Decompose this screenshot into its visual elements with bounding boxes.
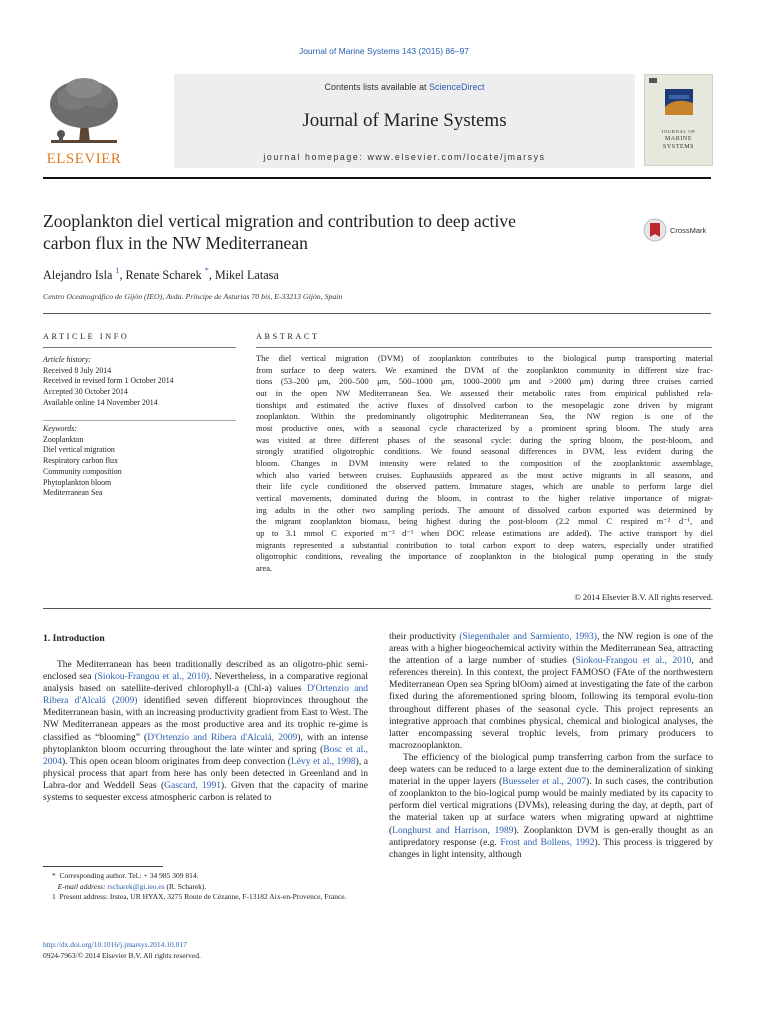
paragraph-text: ). Given that the capacity of marine systems to sequester excess atmospheric carbon is related to [43,780,368,804]
abstract-line: most productive ones, with a seasonal cycle characterized by a prominent spring bloom. The study area [256,422,713,433]
citation-link[interactable]: Longhurst and Harrison, 1989 [392,825,514,836]
journal-reference[interactable]: Journal of Marine Systems 143 (2015) 86–97 [298,46,470,56]
citation-link[interactable]: Gascard, 1991 [164,780,222,791]
journal-homepage[interactable]: journal homepage: www.elsevier.com/locate/jmarsys [263,152,546,162]
citation-link[interactable]: (Siegenthaler and Sarmiento, 1993) [459,632,597,642]
abstract-line: The diel vertical migration (DVM) of zooplankton contributes to the biological pump transporting material [256,353,713,363]
contents-prefix: Contents lists available at [324,82,430,92]
abstract-line: up to 3.1 mmol C exported m⁻² d⁻¹ when DOC release estimations are added). The active transport by diel [256,527,713,538]
citation-link[interactable]: Bosc et al., 2004 [43,744,368,767]
paragraph-text: . Nevertheless, in a comparative regional analysis based on satellite-derived chlorophyll-a (Chl-a) values [43,672,368,695]
email-footnote [43,882,368,893]
abstract-line: migrants represented a substantial contribution to total carbon export to deep waters, especially under stratified [256,539,713,550]
abstract-line: the migrant zooplankton biomass, being highest during the post-bloom (2.2 mmol C respired m⁻² d⁻¹, and [256,516,713,527]
affiliation-divider [43,313,711,314]
citation-link[interactable]: Frost and Bollens, 1992 [500,837,595,848]
citation-link[interactable]: (Siokou-Frangou et al., 2010) [94,672,210,683]
abstract-copyright: © 2014 Elsevier B.V. All rights reserved. [574,592,713,602]
paragraph-text: ). Zooplankton DVM is gen-erally thought as an antipredatory response (e.g. [389,825,713,848]
abstract-line: strongly stratified oligotrophic conditions. We found seasonal differences in DVM, less evident during the [256,446,713,457]
article-history [43,355,243,409]
paragraph-text: The efficiency of the biological pump transferring carbon from the surface to deep waters can be reduced to a large extent due to the demineralization of sinking material in the upper layers ( [389,752,713,788]
header-divider [43,177,711,179]
affiliation: Centro Oceanográfico de Gijón (IEO), Avda. Príncipe de Asturias 70 bis, E-33213 Gijón, Spain [43,292,343,301]
history-item: Accepted 30 October 2014 [43,387,128,397]
footnote-divider [43,866,163,867]
email-link[interactable]: rscharek@gi.ieo.es [107,881,165,891]
keyword: Zooplankton [43,434,84,444]
abstract-line: out in the open NW Mediterranean Sea. We assessed their metabolic rates from empirical published rela- [256,387,713,398]
history-label: Article history: [43,355,91,364]
email-suffix: (R. Scharek). [164,881,207,891]
paragraph [43,659,368,804]
keywords-label: Keywords: [43,424,77,433]
journal-title: Journal of Marine Systems [302,110,507,131]
history-item: Available online 14 November 2014 [43,397,158,407]
abstract-line: vertical movements, dominated during the bloom, in contrast to the higher relative importance of migrat- [256,492,713,503]
footnote-mark: * [52,871,56,880]
paragraph-text: their productivity [389,632,460,642]
abstract-line: oligotrophic conditions, revealing the importance of zooplankton in the biological pump operating in the study [256,551,713,562]
body-column-right [389,631,713,861]
author-name[interactable]: Mikel Latasa [214,268,279,282]
journal-cover [644,74,713,166]
abstract-line: from surface to deep waters. We examined the DVM of the zooplankton community in different size frac- [256,364,713,375]
paragraph-text: The Mediterranean has been traditionally described as an oligotro-phic semi-enclosed sea [43,660,368,683]
abstract-line: was visited at three different phases of the seasonal cycle: during the spring bloom, the post-bloom, and [256,434,713,445]
article-info-heading: ARTICLE INFO [43,332,130,341]
doi-link[interactable]: http://dx.doi.org/10.1016/j.jmarsys.2014.10.017 [43,940,187,949]
paragraph [389,752,713,861]
abstract-divider [256,347,712,348]
history-item: Received in revised form 1 October 2014 [43,376,174,386]
abstract-heading: ABSTRACT [256,332,320,341]
paragraph-text: , and references therein). In this context, the project FAMOSO (FAte of the northwestern Mediterranean Open sea Spring blOom) aimed at investigating the fate of the carbon fixed during the aforementioned spring bloom, following its temporal evolu-tion throughout different phases of the seasonal cycle. This project represents an integrative approach that combines physical, chemical and biological analyses, the latter encompassing several trophic levels, from primary producers to macrozooplankton. [389,656,714,751]
author-name[interactable]: Renate Scharek [125,268,202,282]
email-label: E-mail address: [57,881,108,891]
citation-link[interactable]: Buesseler et al., 2007 [502,777,587,788]
abstract-line: ing adults in the other two sampling periods. The amount of dissolved carbon exported was determined by [256,504,713,515]
keywords [43,424,243,499]
journal-header [43,72,711,172]
citation-link[interactable]: D'Ortenzio and Ribera d'Alcalá, 2009 [147,732,298,743]
keyword: Diel vertical migration [43,445,115,455]
tree-logo-icon [43,72,125,168]
cover-image-icon [645,75,712,165]
keywords-divider [43,420,236,421]
doi-block [43,940,201,961]
abstract-end-divider [43,608,711,609]
elsevier-logo [43,72,125,168]
corresponding-author-footnote [43,871,368,882]
elsevier-wordmark: ELSEVIER [46,151,122,167]
title-line-2: carbon flux in the NW Mediterranean [43,233,308,253]
author-footnote-mark[interactable]: 1 [115,266,120,275]
crossmark-label: CrossMark [670,226,707,235]
paper-title [43,210,603,254]
cover-text-3: SYSTEMS [662,144,695,150]
history-item: Received 8 July 2014 [43,365,112,375]
cover-text-1: JOURNAL OF [661,129,696,134]
paragraph-text: ), a physical process that apart from here has only been detected in Greenland and in Labra-dor and Weddell Seas ( [43,756,368,791]
citation-link[interactable]: Siokou-Frangou et al., 2010 [575,656,692,667]
body-column-left [43,659,368,804]
footnote-mark: 1 [52,892,56,901]
citation-link[interactable]: Lévy et al., 1998 [290,756,356,767]
keyword: Respiratory carbon flux [43,456,118,466]
present-address-footnote [43,892,368,903]
journal-banner [174,74,635,168]
paragraph-text: , the NW region is one of the areas with a higher biogeochemical activity within the Mediterranean Sea, attracting the attention of a large number of studies ( [389,632,713,667]
cover-text-2: MARINE [664,136,693,142]
paragraph-text: ). This process is triggered by changes in light intensity, although [389,837,714,860]
abstract-line: tionships and estimated the active fluxes of dissolved carbon to the mesopelagic zone driven by migrant [256,399,713,410]
section-heading-introduction: 1. Introduction [43,633,105,644]
citation-link[interactable]: D'Ortenzio and Ribera d'Alcalá (2009) [43,684,368,707]
issn-line: 0924-7963/© 2014 Elsevier B.V. All rights reserved. [43,950,201,960]
sciencedirect-link[interactable]: ScienceDirect [429,82,485,92]
contents-line [174,82,635,92]
abstract-line: bloom. Changes in DVM intensity were related to the composition of the zooplanktonic assemblage, [256,457,713,468]
abstract-line: zooplankton. Within the predominantly oligotrophic Mediterranean Sea, the NW region is one of the [256,411,713,422]
abstract-line: tions (53–200 μm, 200–500 μm, 500–1000 μm, 1000–2000 μm and >2000 μm) during three cruises carried [256,376,713,387]
paragraph-text: ), with an intense phytoplankton bloom occurring throughout the late winter and spring ( [43,732,368,755]
keyword: Phytoplankton bloom [43,477,112,487]
footnotes [43,871,368,903]
crossmark-badge[interactable] [643,217,715,243]
paragraph-text: identified seven different bioprovinces throughout the Mediterranean basin, with an increasing productivity gradient from East to West. The NW Mediterranean appears as the most productive area and its trophic re-gime is classified as “blooming” ( [43,696,369,743]
crossmark-icon [643,217,715,243]
corresponding-author-text: Corresponding author. Tel.: + 34 985 309 814. [59,871,199,880]
keyword: Community composition [43,466,122,476]
corresponding-author-mark[interactable]: * [204,266,209,275]
author-list: Alejandro Isla $^1$, Renate Scharek *, Mikel Latasa [43,266,279,282]
abstract-line: their life cycle conditioned the observed pattern. Immature stages, which are unable to perform large diel [256,481,713,492]
abstract-line: area. [256,562,273,573]
present-address-text: Present address: Irstea, UR HYAX, 3275 Route de Cézanne, F-13182 Aix-en-Provence, France. [59,892,347,901]
paragraph [389,631,713,752]
abstract-body [256,353,713,574]
article-info-divider [43,347,236,348]
paragraph-text: ). This open ocean bloom originates from deep convection ( [62,756,291,767]
paragraph-text: ). In such cases, the contribution of zooplankton to the bio-logical pump would be mainly mediated by its capacity to perform diel vertical migrations (DVMs), releasing during the day, at depth, part of the material taken up at surface waters when migrating upward at nighttime ( [389,777,714,836]
keyword: Mediterranean Sea [43,488,103,498]
author-name[interactable]: Alejandro Isla [43,268,113,282]
abstract-line: which also varied between cruises. Euphausiids appeared as the most active migrants in all seasons, and [256,469,713,480]
title-line-1: Zooplankton diel vertical migration and contribution to deep active [43,211,516,231]
